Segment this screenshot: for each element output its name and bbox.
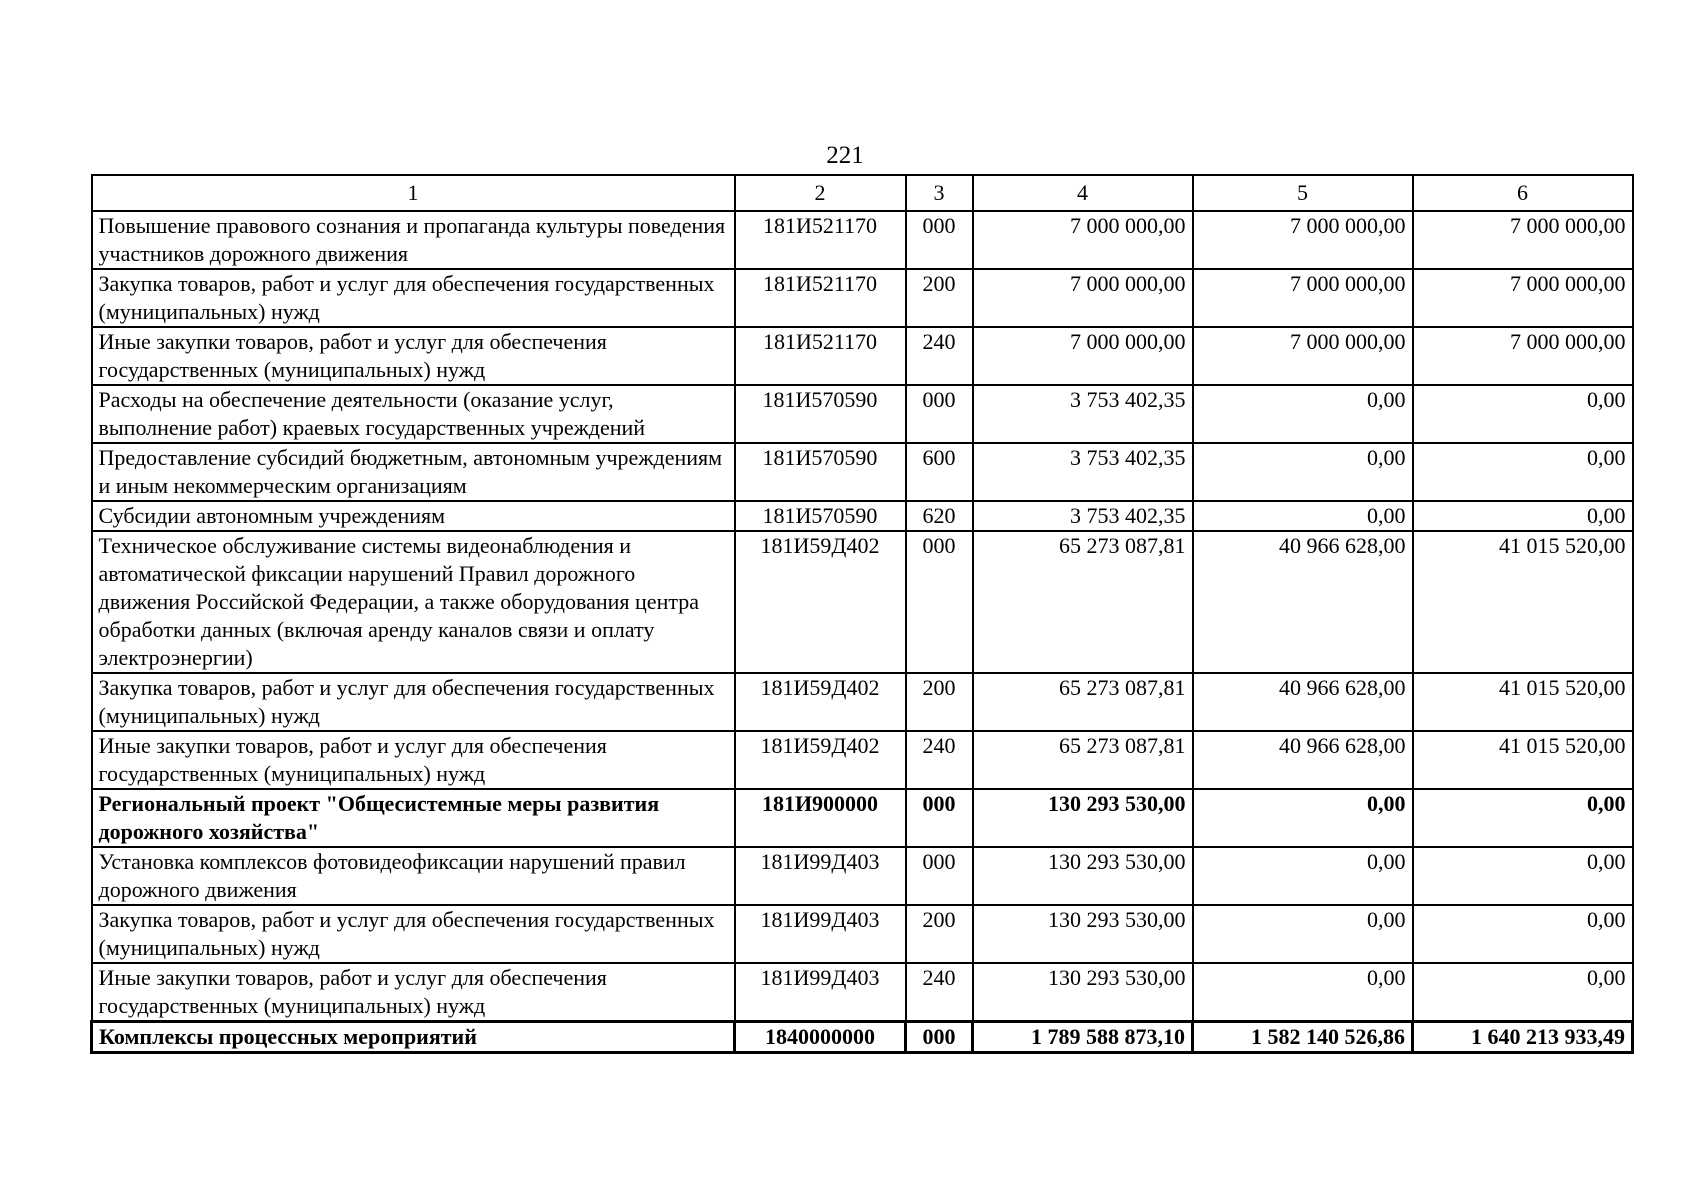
row-amount-col5: 40 966 628,00	[1193, 731, 1413, 789]
table-row	[92, 905, 1633, 963]
row-amount-col5: 0,00	[1193, 905, 1413, 963]
row-expense-type: 000	[906, 531, 973, 673]
row-amount-col6: 41 015 520,00	[1413, 531, 1633, 673]
table-row	[92, 1022, 1633, 1053]
row-amount-col4: 7 000 000,00	[973, 269, 1193, 327]
column-header-1: 1	[92, 175, 735, 211]
row-amount-col4: 3 753 402,35	[973, 443, 1193, 501]
row-amount-col4: 65 273 087,81	[973, 531, 1193, 673]
row-amount-col4: 1 789 588 873,10	[973, 1022, 1193, 1053]
row-amount-col6: 41 015 520,00	[1413, 673, 1633, 731]
column-header-3: 3	[906, 175, 973, 211]
row-code: 1840000000	[735, 1022, 906, 1053]
row-name: Техническое обслуживание системы видеонаблюдения и автоматической фиксации нарушений Правил дорожного движения Российской Федерации, а также оборудования центра обработки данных (включая аренду каналов связи и оплату электроэнергии)	[92, 531, 735, 673]
table-row	[92, 211, 1633, 269]
table-row	[92, 847, 1633, 905]
row-code: 181И99Д403	[735, 905, 906, 963]
row-amount-col5: 7 000 000,00	[1193, 211, 1413, 269]
row-amount-col6: 0,00	[1413, 905, 1633, 963]
row-expense-type: 000	[906, 847, 973, 905]
column-header-2: 2	[735, 175, 906, 211]
row-code: 181И99Д403	[735, 847, 906, 905]
row-code: 181И570590	[735, 501, 906, 531]
row-name: Повышение правового сознания и пропаганда культуры поведения участников дорожного движения	[92, 211, 735, 269]
row-expense-type: 620	[906, 501, 973, 531]
row-amount-col5: 0,00	[1193, 847, 1413, 905]
row-code: 181И59Д402	[735, 531, 906, 673]
row-code: 181И900000	[735, 789, 906, 847]
row-amount-col5: 7 000 000,00	[1193, 269, 1413, 327]
row-code: 181И570590	[735, 385, 906, 443]
row-amount-col4: 130 293 530,00	[973, 905, 1193, 963]
row-expense-type: 000	[906, 789, 973, 847]
column-header-4: 4	[973, 175, 1193, 211]
table-row	[92, 443, 1633, 501]
page-number: 221	[826, 142, 864, 169]
row-code: 181И521170	[735, 269, 906, 327]
row-expense-type: 240	[906, 963, 973, 1022]
row-code: 181И521170	[735, 327, 906, 385]
row-amount-col6: 0,00	[1413, 385, 1633, 443]
row-amount-col4: 130 293 530,00	[973, 963, 1193, 1022]
row-code: 181И59Д402	[735, 673, 906, 731]
row-expense-type: 200	[906, 905, 973, 963]
budget-table	[90, 174, 1634, 1054]
table-body	[92, 211, 1633, 1053]
row-name: Предоставление субсидий бюджетным, автономным учреждениям и иным некоммерческим организациям	[92, 443, 735, 501]
row-name: Закупка товаров, работ и услуг для обеспечения государственных (муниципальных) нужд	[92, 269, 735, 327]
column-header-6: 6	[1413, 175, 1633, 211]
row-expense-type: 200	[906, 673, 973, 731]
row-name: Иные закупки товаров, работ и услуг для обеспечения государственных (муниципальных) нужд	[92, 963, 735, 1022]
row-amount-col4: 3 753 402,35	[973, 385, 1193, 443]
table-row	[92, 501, 1633, 531]
row-name: Иные закупки товаров, работ и услуг для обеспечения государственных (муниципальных) нужд	[92, 327, 735, 385]
table-row	[92, 269, 1633, 327]
table-header-row	[92, 175, 1633, 211]
row-amount-col6: 7 000 000,00	[1413, 211, 1633, 269]
row-expense-type: 200	[906, 269, 973, 327]
row-amount-col4: 3 753 402,35	[973, 501, 1193, 531]
row-expense-type: 600	[906, 443, 973, 501]
table-row	[92, 385, 1633, 443]
row-amount-col5: 0,00	[1193, 443, 1413, 501]
row-expense-type: 000	[906, 1022, 973, 1053]
column-header-5: 5	[1193, 175, 1413, 211]
row-amount-col6: 1 640 213 933,49	[1413, 1022, 1633, 1053]
row-expense-type: 240	[906, 327, 973, 385]
table-row	[92, 673, 1633, 731]
row-amount-col4: 130 293 530,00	[973, 789, 1193, 847]
row-amount-col5: 0,00	[1193, 789, 1413, 847]
row-expense-type: 000	[906, 211, 973, 269]
row-expense-type: 240	[906, 731, 973, 789]
row-amount-col4: 65 273 087,81	[973, 731, 1193, 789]
row-code: 181И521170	[735, 211, 906, 269]
row-code: 181И99Д403	[735, 963, 906, 1022]
row-amount-col6: 0,00	[1413, 443, 1633, 501]
row-amount-col4: 65 273 087,81	[973, 673, 1193, 731]
table-row	[92, 531, 1633, 673]
row-amount-col4: 7 000 000,00	[973, 211, 1193, 269]
row-name: Субсидии автономным учреждениям	[92, 501, 735, 531]
row-name: Региональный проект "Общесистемные меры развития дорожного хозяйства"	[92, 789, 735, 847]
table-row	[92, 789, 1633, 847]
row-name: Расходы на обеспечение деятельности (оказание услуг, выполнение работ) краевых государственных учреждений	[92, 385, 735, 443]
row-amount-col4: 130 293 530,00	[973, 847, 1193, 905]
row-name: Закупка товаров, работ и услуг для обеспечения государственных (муниципальных) нужд	[92, 673, 735, 731]
row-amount-col5: 40 966 628,00	[1193, 531, 1413, 673]
row-amount-col6: 0,00	[1413, 501, 1633, 531]
row-expense-type: 000	[906, 385, 973, 443]
row-amount-col6: 7 000 000,00	[1413, 327, 1633, 385]
row-name: Иные закупки товаров, работ и услуг для обеспечения государственных (муниципальных) нужд	[92, 731, 735, 789]
row-amount-col6: 0,00	[1413, 789, 1633, 847]
row-amount-col6: 41 015 520,00	[1413, 731, 1633, 789]
row-amount-col5: 1 582 140 526,86	[1193, 1022, 1413, 1053]
row-amount-col5: 40 966 628,00	[1193, 673, 1413, 731]
row-amount-col6: 0,00	[1413, 963, 1633, 1022]
row-name: Закупка товаров, работ и услуг для обеспечения государственных (муниципальных) нужд	[92, 905, 735, 963]
table-row	[92, 731, 1633, 789]
row-name: Комплексы процессных мероприятий	[92, 1022, 735, 1053]
row-amount-col5: 0,00	[1193, 501, 1413, 531]
row-amount-col5: 7 000 000,00	[1193, 327, 1413, 385]
row-amount-col4: 7 000 000,00	[973, 327, 1193, 385]
table-row	[92, 327, 1633, 385]
row-code: 181И59Д402	[735, 731, 906, 789]
row-amount-col5: 0,00	[1193, 385, 1413, 443]
row-name: Установка комплексов фотовидеофиксации нарушений правил дорожного движения	[92, 847, 735, 905]
table-row	[92, 963, 1633, 1022]
row-code: 181И570590	[735, 443, 906, 501]
row-amount-col6: 7 000 000,00	[1413, 269, 1633, 327]
row-amount-col6: 0,00	[1413, 847, 1633, 905]
row-amount-col5: 0,00	[1193, 963, 1413, 1022]
